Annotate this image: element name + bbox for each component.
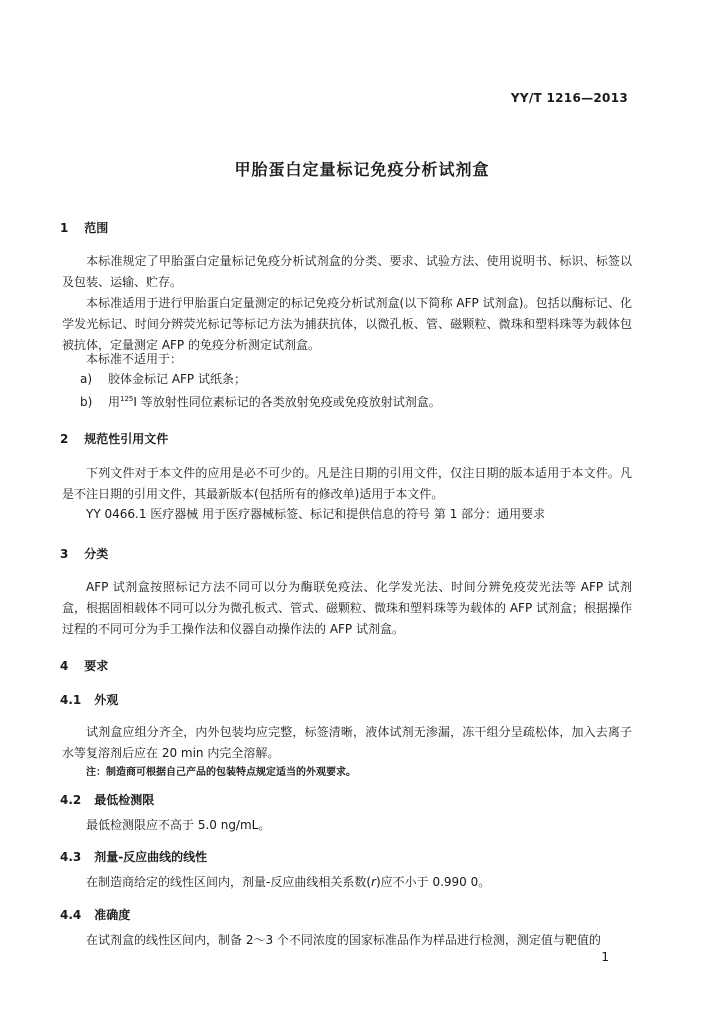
section-1-paragraph-3: 本标准不适用于：: [86, 352, 183, 366]
normative-reference: YY 0466.1 医疗器械 用于医疗器械标签、标记和提供信息的符号 第 1 部分：通用要求: [86, 507, 546, 521]
section-3-paragraph-1: AFP 试剂盒按照标记方法不同可以分为酶联免疫法、化学发光法、时间分辨免疫荧光法等 AFP 试剂盒，根据固相载体不同可以分为微孔板式、管式、磁颗粒、微珠和塑料珠等为载体的 AFP 试剂盒；根据操作过程的不同可分为手工操作法和仪器自动操作法的 AFP 试剂盒。: [62, 580, 632, 636]
section-2-paragraph-1: 下列文件对于本文件的应用是必不可少的。凡是注日期的引用文件，仅注日期的版本适用于本文件。凡是不注日期的引用文件，其最新版本(包括所有的修改单)适用于本文件。: [62, 466, 632, 501]
page-number: 1: [601, 950, 609, 964]
section-title: 范围: [84, 221, 109, 235]
section-1-paragraph-2: 本标准适用于进行甲胎蛋白定量测定的标记免疫分析试剂盒(以下简称 AFP 试剂盒)。包括以酶标记、化学发光标记、时间分辨荧光标记等标记方法为捕获抗体，以微孔板、管、磁颗粒、微珠和塑料珠等为载体包被抗体，定量测定 AFP 的免疫分析测定试剂盒。: [62, 296, 632, 352]
section-3-heading: 3 分类: [60, 547, 109, 561]
section-4-1-note: 注：制造商可根据自己产品的包装特点规定适当的外观要求。: [86, 767, 356, 778]
section-4-3-paragraph: 在制造商给定的线性区间内，剂量-反应曲线相关系数(r)应不小于 0.990 0。: [86, 875, 491, 889]
section-4-2-heading: 4.2 最低检测限: [60, 793, 155, 807]
document-title: 甲胎蛋白定量标记免疫分析试剂盒: [234, 160, 490, 179]
list-item-b: b) 用$^{125}$I 等放射性同位素标记的各类放射免疫或免疫放射试剂盒。: [80, 395, 441, 409]
section-4-2-paragraph: 最低检测限应不高于 5.0 ng/mL。: [86, 818, 271, 832]
section-4-1-paragraph: 试剂盒应组分齐全，内外包装均应完整，标签清晰，液体试剂无渗漏，冻干组分呈疏松体，加入去离子水等复溶剂后应在 20 min 内完全溶解。: [62, 725, 632, 760]
list-item-a: a) 胶体金标记 AFP 试纸条；: [80, 372, 246, 386]
section-number: 1: [60, 221, 69, 235]
section-1-heading: [60, 219, 108, 236]
standard-code: YY/T 1216—2013: [510, 91, 628, 105]
section-4-3-heading: 4.3 剂量-反应曲线的线性: [60, 850, 208, 864]
section-4-heading: 4 要求: [60, 659, 109, 673]
section-4-4-paragraph: 在试剂盒的线性区间内，制备 2～3 个不同浓度的国家标准品作为样品进行检测，测定值与靶值的: [86, 933, 601, 947]
section-4-1-heading: 4.1 外观: [60, 693, 119, 707]
section-4-4-heading: 4.4 准确度: [60, 908, 131, 922]
section-2-heading: 2 规范性引用文件: [60, 432, 169, 446]
section-1-paragraph-1: 本标准规定了甲胎蛋白定量标记免疫分析试剂盒的分类、要求、试验方法、使用说明书、标识、标签以及包装、运输、贮存。: [62, 254, 632, 289]
